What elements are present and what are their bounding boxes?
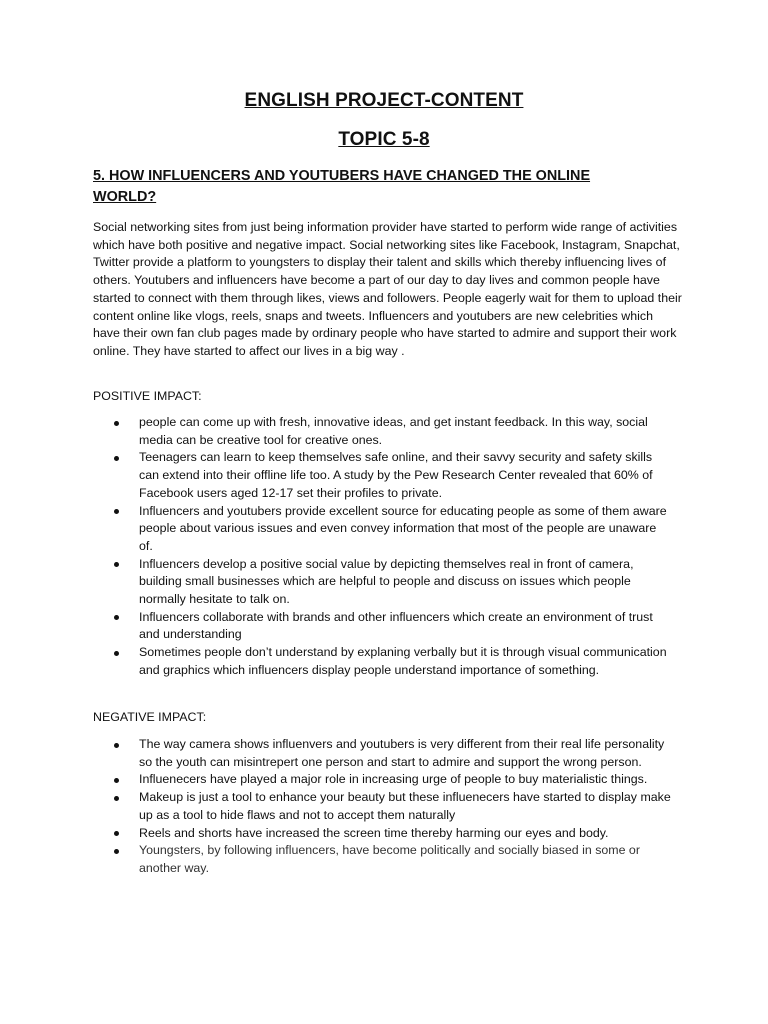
list-item-text: Teenagers can learn to keep themselves safe online, and their savvy security and safety skills can extend into their offline life too. A study by the Pew Research Center revealed that 60% of Facebook users aged 12-17 set their profiles to private.: [139, 450, 653, 500]
list-item: [112, 825, 672, 843]
positive-impact-label: POSITIVE IMPACT:: [93, 389, 202, 403]
list-item: [112, 503, 672, 556]
list-item: [112, 842, 672, 877]
list-item: [112, 609, 672, 644]
bullet-icon: [114, 651, 119, 656]
list-item: [112, 556, 672, 609]
topic-title: TOPIC 5-8: [338, 129, 430, 150]
positive-impact-list: [112, 414, 672, 680]
section-heading: 5. HOW INFLUENCERS AND YOUTUBERS HAVE CHANGED THE ONLINE WORLD?: [93, 168, 591, 205]
bullet-icon: [114, 778, 119, 783]
bullet-icon: [114, 615, 119, 620]
list-item: [112, 449, 672, 502]
bullet-icon: [114, 421, 119, 426]
negative-impact-list: [112, 736, 672, 878]
list-item-text: Influencers and youtubers provide excellent source for educating people as some of them aware people about various issues and even convey information that most of the people are unaware of.: [139, 503, 667, 553]
list-item: [112, 736, 672, 771]
intro-paragraph: Social networking sites from just being information provider have started to perform wide range of activities which have both positive and negative impact. Social networking sites like Facebook, Instagram, Snapchat, Twitter provide a platform to youngsters to display their talent and skills which thereby influencing lives of others. Youtubers and influencers have become a part of our day to day lives and common people have started to connect with them through likes, views and followers. People eagerly wait for them to upload their content online like vlogs, reels, snaps and tweets. Influencers and youtubers are new celebrities which have their own fan club pages made by ordinary people who have started to admire and support their work online. They have started to affect our lives in a big way .: [93, 220, 682, 358]
list-item-text: people can come up with fresh, innovative ideas, and get instant feedback. In this way, social media can be creative tool for creative ones.: [139, 415, 648, 447]
bullet-icon: [114, 456, 119, 461]
bullet-icon: [114, 849, 119, 854]
list-item-text: Youngsters, by following influencers, have become politically and socially biased in some or another way.: [139, 843, 640, 875]
list-item-text: The way camera shows influenvers and youtubers is very different from their real life personality so the youth can misintrepert one person and start to admire and support the wrong person.: [139, 737, 665, 769]
list-item: [112, 789, 672, 824]
list-item: [112, 644, 672, 679]
bullet-icon: [114, 743, 119, 748]
list-item-text: Influencers develop a positive social value by depicting themselves real in front of camera, building small businesses which are helpful to people and discuss on issues which people normally hesitate to talk on.: [139, 556, 634, 607]
list-item-text: Influencers collaborate with brands and other influencers which create an environment of trust and understanding: [139, 609, 653, 642]
list-item: [112, 414, 672, 449]
list-item-text: Reels and shorts have increased the screen time thereby harming our eyes and body.: [139, 825, 609, 840]
list-item-text: Influenecers have played a major role in increasing urge of people to buy materialistic things.: [139, 772, 648, 787]
bullet-icon: [114, 831, 119, 836]
bullet-icon: [114, 509, 119, 514]
list-item-text: Makeup is just a tool to enhance your beauty but these influenecers have started to display make up as a tool to hide flaws and not to accept them naturally: [139, 790, 671, 822]
bullet-icon: [114, 796, 119, 801]
list-item-text: Sometimes people don’t understand by explaning verbally but it is through visual communication and graphics which influencers display people understand importance of something.: [139, 645, 667, 677]
list-item: [112, 771, 672, 789]
bullet-icon: [114, 562, 119, 567]
negative-impact-label: NEGATIVE IMPACT:: [93, 710, 207, 724]
document-title: ENGLISH PROJECT-CONTENT: [244, 90, 524, 111]
